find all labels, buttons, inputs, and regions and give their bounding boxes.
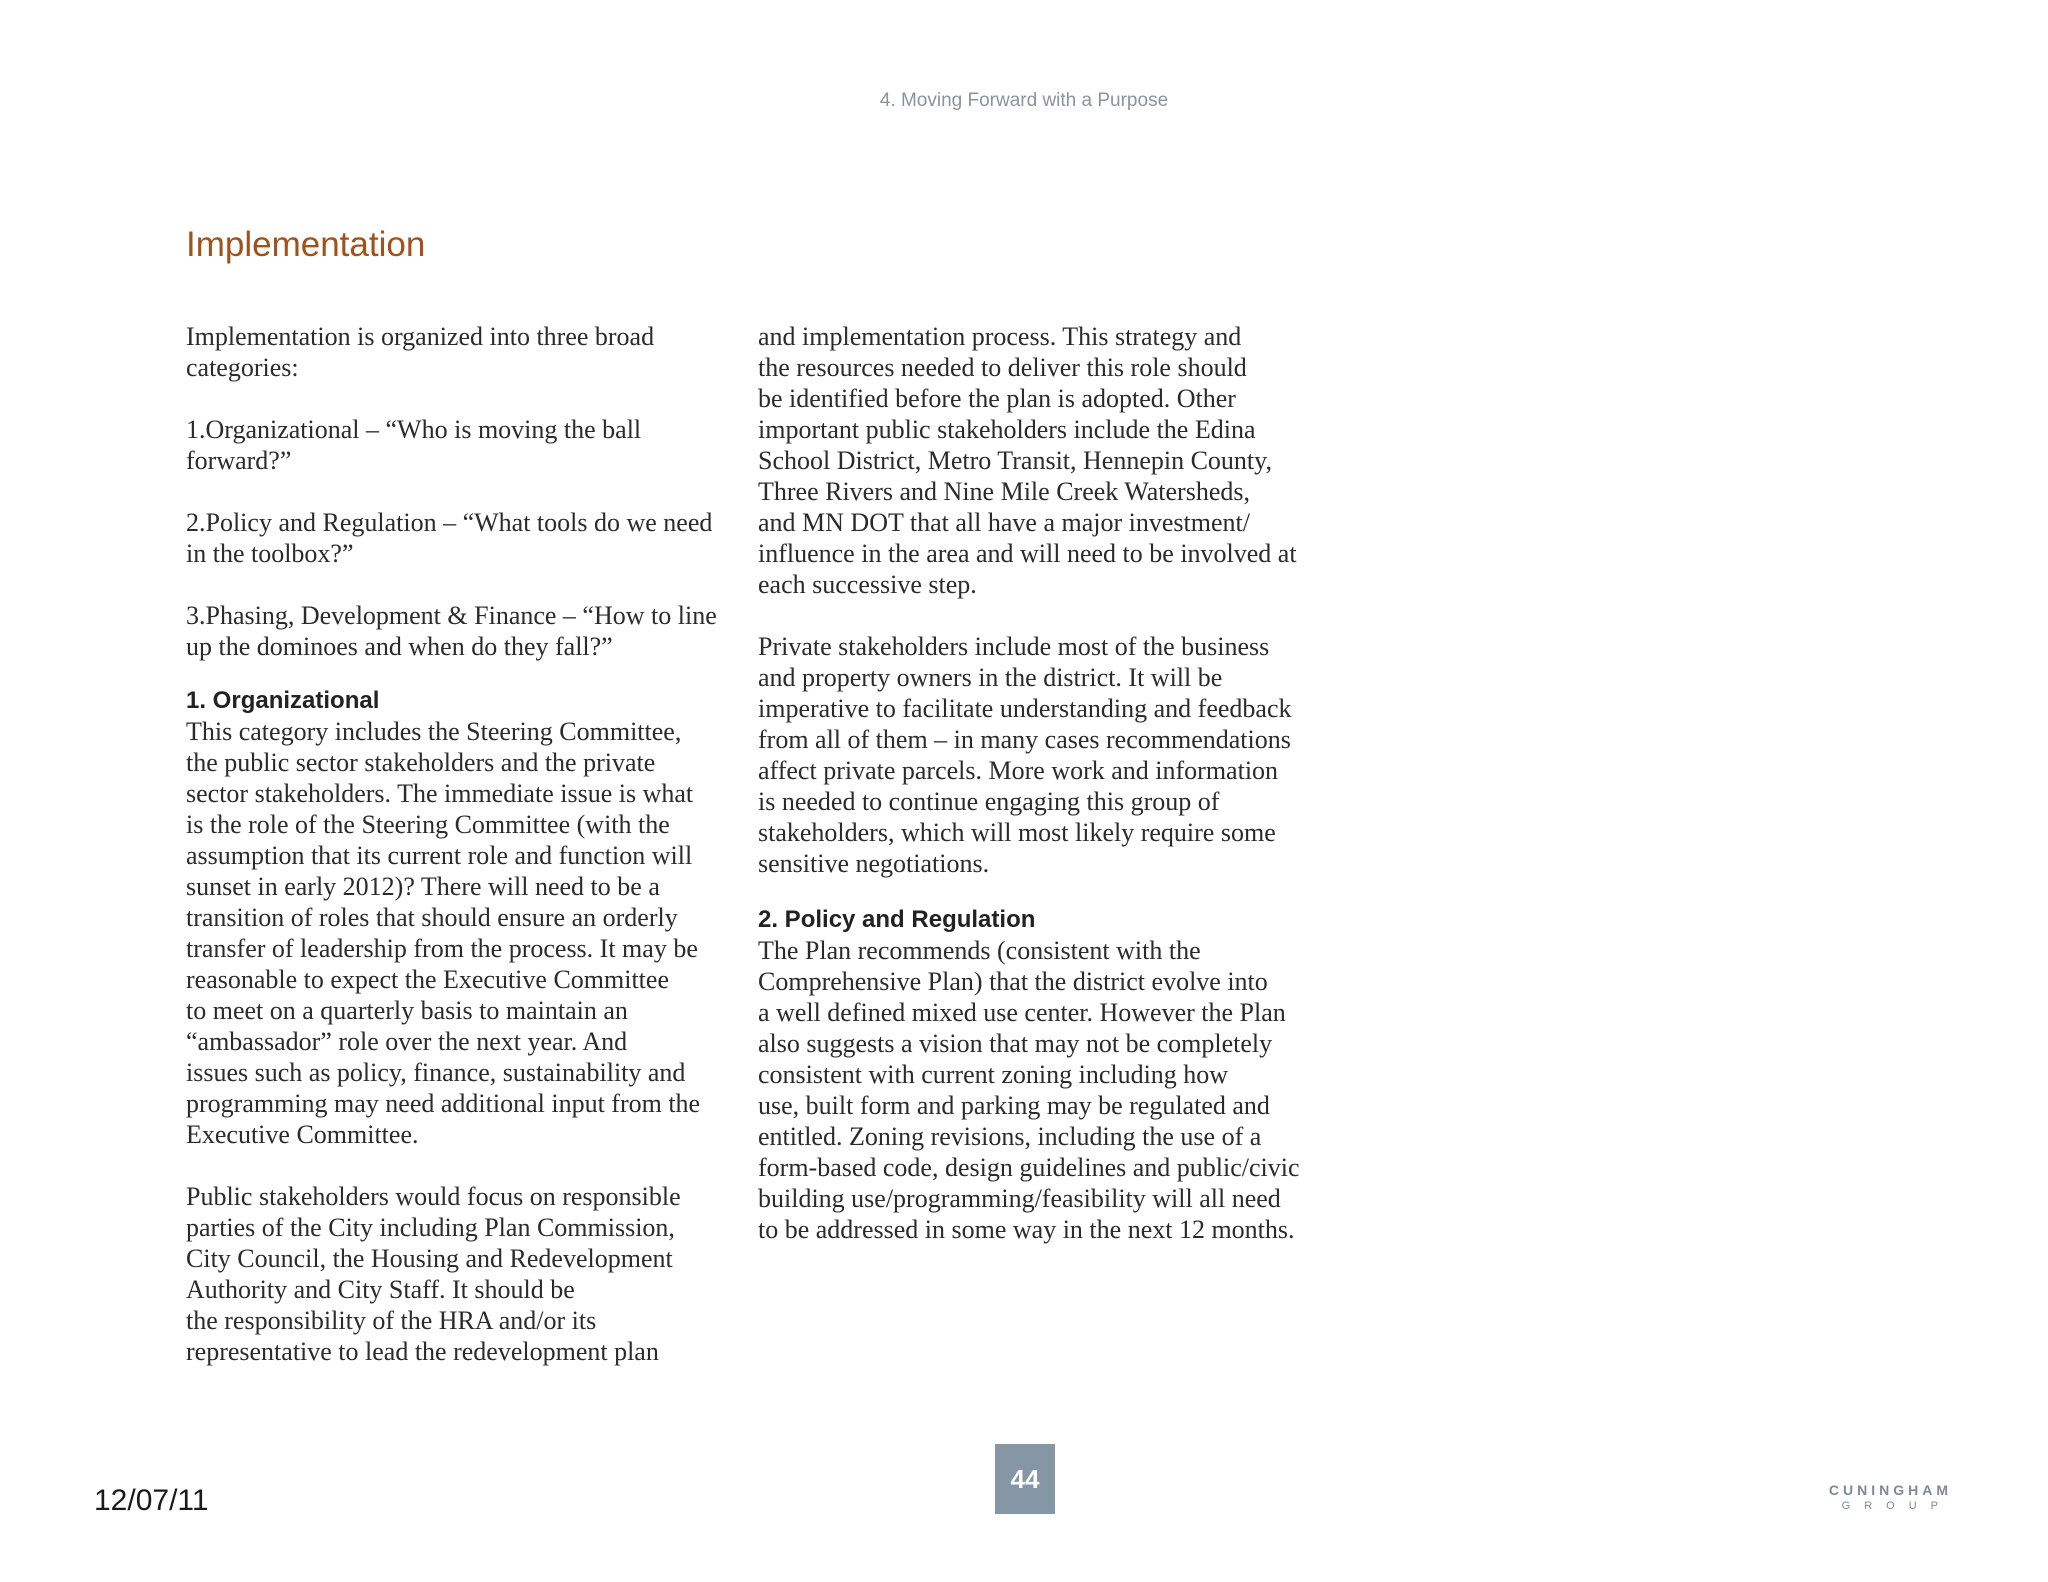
private-stakeholders-paragraph: Private stakeholders include most of the business and property owners in the district. It will be imperative to facilitate understanding and feedback from all of them – in many cases recommendations affect private parcels. More work and information is needed to continue engaging this group of stakeholders, which will most likely require some sensitive negotiations. [758, 632, 1292, 878]
organizational-heading: 1. Organizational [186, 687, 380, 714]
implementation-process-paragraph: and implementation process. This strategy and the resources needed to deliver this role should be identified before the plan is adopted. Other important public stakeholders include the Edina School District, Metro Transit, Hennepin County, Three Rivers and Nine Mile Creek Watersheds, and MN DOT that all have a major investment/ influence in the area and will need to be involved at each successive step. [758, 322, 1297, 599]
left-column [186, 321, 731, 1398]
right-column [758, 321, 1303, 1276]
cuningham-group-logo [1822, 1482, 1952, 1512]
policy-regulation-heading: 2. Policy and Regulation [758, 906, 1036, 933]
category-item-1: 1.Organizational – “Who is moving the ball forward?” [186, 415, 642, 475]
page-header: 4. Moving Forward with a Purpose [879, 90, 1169, 111]
footer-date: 12/07/11 [94, 1484, 209, 1517]
section-title: Implementation [186, 225, 426, 264]
page-number-badge: 44 [995, 1444, 1055, 1514]
policy-regulation-paragraph: The Plan recommends (consistent with the Comprehensive Plan) that the district evolve into a well defined mixed use center. However the Plan also suggests a vision that may not be completely consistent with current zoning including how use, built form and parking may be regulated and entitled. Zoning revisions, including the use of a form-based code, design guidelines and public/civic building use/programming/feasibility will all need to be addressed in some way in the next 12 months. [758, 936, 1300, 1244]
logo-subtitle: GROUP [1841, 1500, 1952, 1512]
intro-paragraph: Implementation is organized into three broad categories: [186, 322, 655, 382]
organizational-paragraph: This category includes the Steering Committee, the public sector stakeholders and the private sector stakeholders. The immediate issue is what is the role of the Steering Committee (with the assumption that its current role and function will sunset in early 2012)? There will need to be a transition of roles that should ensure an orderly transfer of leadership from the process. It may be reasonable to expect the Executive Committee to meet on a quarterly basis to maintain an “ambassador” role over the next year. And issues such as policy, finance, sustainability and programming may need additional input from the Executive Committee. [186, 717, 701, 1149]
public-stakeholders-paragraph: Public stakeholders would focus on responsible parties of the City including Plan Commission, City Council, the Housing and Redevelopment Authority and City Staff. It should be the responsibility of the HRA and/or its representative to lead the redevelopment plan [186, 1182, 681, 1366]
category-item-3: 3.Phasing, Development & Finance – “How to line up the dominoes and when do they fall?” [186, 601, 717, 661]
category-item-2: 2.Policy and Regulation – “What tools do we need in the toolbox?” [186, 508, 713, 568]
logo-wordmark: CUNINGHAM [1828, 1482, 1952, 1498]
